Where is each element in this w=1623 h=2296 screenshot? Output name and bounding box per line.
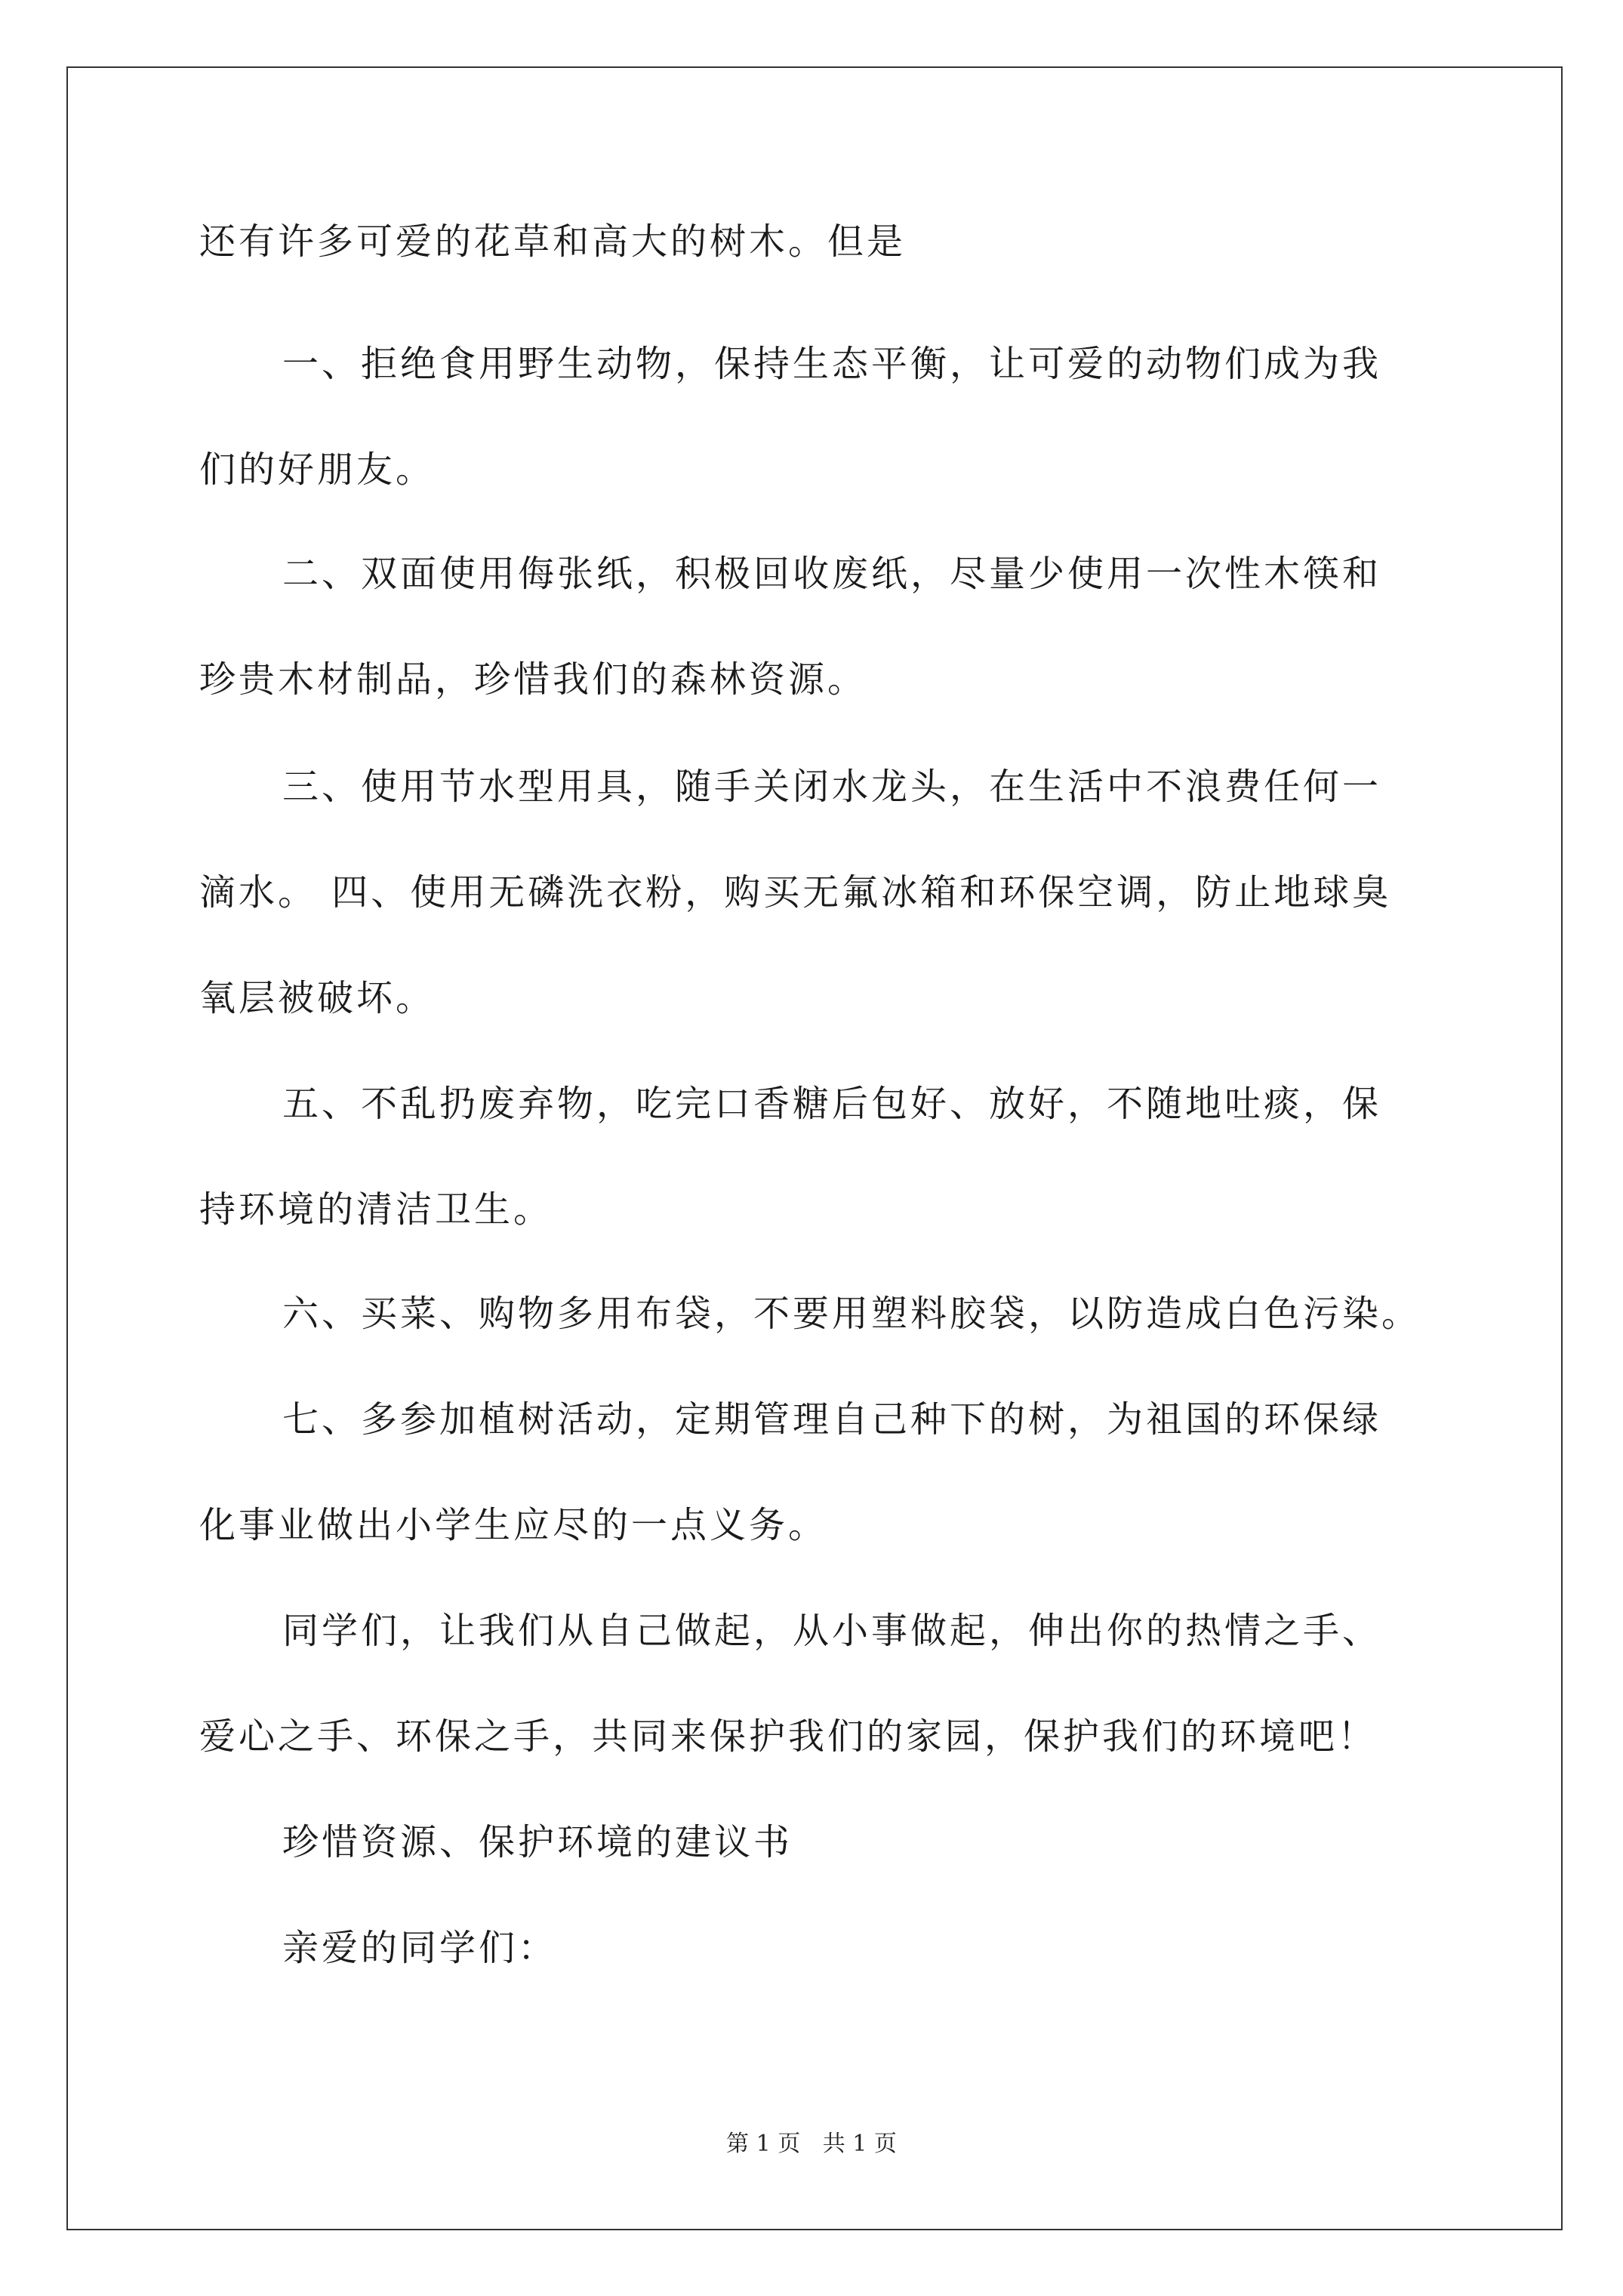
- text-line-3: 们的好朋友。: [199, 448, 436, 491]
- text-line-14: 同学们，让我们从自己做起，从小事做起，伸出你的热情之手、: [282, 1610, 1382, 1652]
- text-line-17: 亲爱的同学们：: [282, 1927, 558, 1969]
- text-line-8: 氧层被破坏。: [199, 977, 436, 1019]
- text-line-15: 爱心之手、环保之手，共同来保护我们的家园，保护我们的环境吧！: [199, 1715, 1378, 1758]
- text-line-16: 珍惜资源、保护环境的建议书: [282, 1821, 793, 1863]
- page-number-current: 第 1 页: [726, 2131, 801, 2157]
- text-line-6: 三、使用节水型用具，随手关闭水龙头，在生活中不浪费任何一: [282, 766, 1382, 808]
- text-line-4: 二、双面使用侮张纸，积极回收废纸，尽量少使用一次性木筷和: [282, 553, 1382, 595]
- text-line-9: 五、不乱扔废弃物，吃完口香糖后包好、放好，不随地吐痰，保: [282, 1083, 1382, 1125]
- text-line-7: 滴水。 四、使用无磷洗衣粉，购买无氟冰箱和环保空调，防止地球臭: [199, 871, 1392, 914]
- text-line-11: 六、买菜、购物多用布袋，不要用塑料胶袋，以防造成白色污染。: [282, 1293, 1421, 1335]
- text-line-10: 持环境的清洁卫生。: [199, 1188, 553, 1231]
- text-line-13: 化事业做出小学生应尽的一点义务。: [199, 1504, 828, 1546]
- page-border: [66, 66, 1563, 2230]
- text-line-5: 珍贵木材制品，珍惜我们的森林资源。: [199, 658, 867, 701]
- page-footer: [0, 2129, 1623, 2159]
- text-line-2: 一、拒绝食用野生动物，保持生态平衡，让可爱的动物们成为我: [282, 343, 1382, 385]
- text-line-1: 还有许多可爱的花草和高大的树木。但是: [199, 220, 907, 263]
- text-line-12: 七、多参加植树活动，定期管理自己种下的树，为祖国的环保绿: [282, 1398, 1382, 1441]
- page-number-total: 共 1 页: [822, 2131, 897, 2157]
